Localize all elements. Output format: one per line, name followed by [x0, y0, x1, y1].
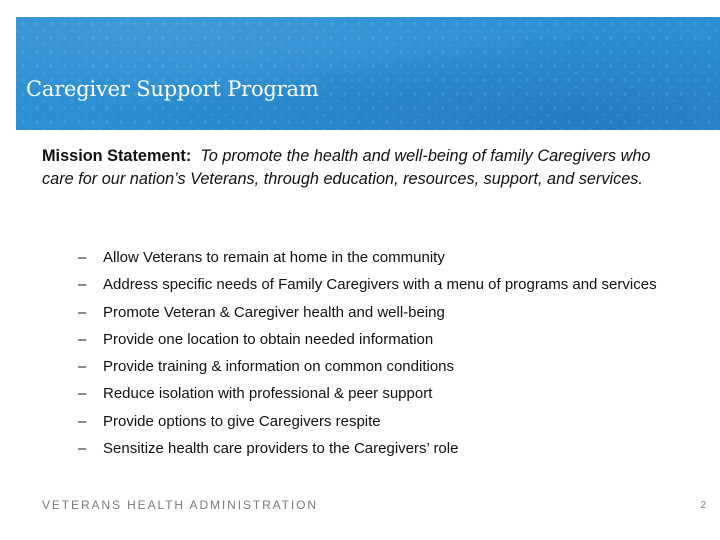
bullet-dash: – [78, 303, 87, 321]
bullet-text: Sensitize health care providers to the Caregivers’ role [103, 440, 459, 458]
list-item [78, 384, 678, 404]
mission-statement-label: Mission Statement: [42, 147, 192, 165]
list-item [78, 248, 678, 268]
mission-statement [42, 145, 682, 190]
bullet-dash: – [78, 440, 87, 458]
list-item [78, 412, 678, 432]
bullet-dash: – [78, 276, 87, 294]
bullet-dash: – [78, 412, 87, 430]
mission-statement-text: To promote the health and well-being of family Caregivers who care for our nation’s Veterans, through education, resources, support, and services. [42, 147, 651, 188]
bullet-text: Address specific needs of Family Caregivers with a menu of programs and services [103, 276, 657, 294]
list-item [78, 330, 678, 350]
bullet-text: Reduce isolation with professional & peer support [103, 385, 433, 403]
page-number: 2 [700, 500, 706, 511]
title-banner [16, 17, 720, 130]
bullet-dash: – [78, 358, 87, 376]
bullet-text: Allow Veterans to remain at home in the community [103, 249, 445, 266]
bullet-text: Provide one location to obtain needed information [103, 330, 434, 348]
footer-organization: VETERANS HEALTH ADMINISTRATION [42, 498, 318, 512]
bullet-dash: – [78, 330, 87, 348]
bullet-text: Provide training & information on common conditions [103, 358, 455, 376]
list-item [78, 303, 678, 323]
slide-title: Caregiver Support Program [26, 77, 319, 101]
bullet-dash: – [78, 385, 87, 403]
bullet-dash: – [78, 249, 87, 266]
bullet-text: Provide options to give Caregivers respite [103, 412, 381, 430]
list-item [78, 275, 678, 295]
list-item [78, 439, 678, 459]
bullet-text: Promote Veteran & Caregiver health and well-being [103, 303, 445, 321]
bullet-list [78, 248, 678, 466]
list-item [78, 357, 678, 377]
